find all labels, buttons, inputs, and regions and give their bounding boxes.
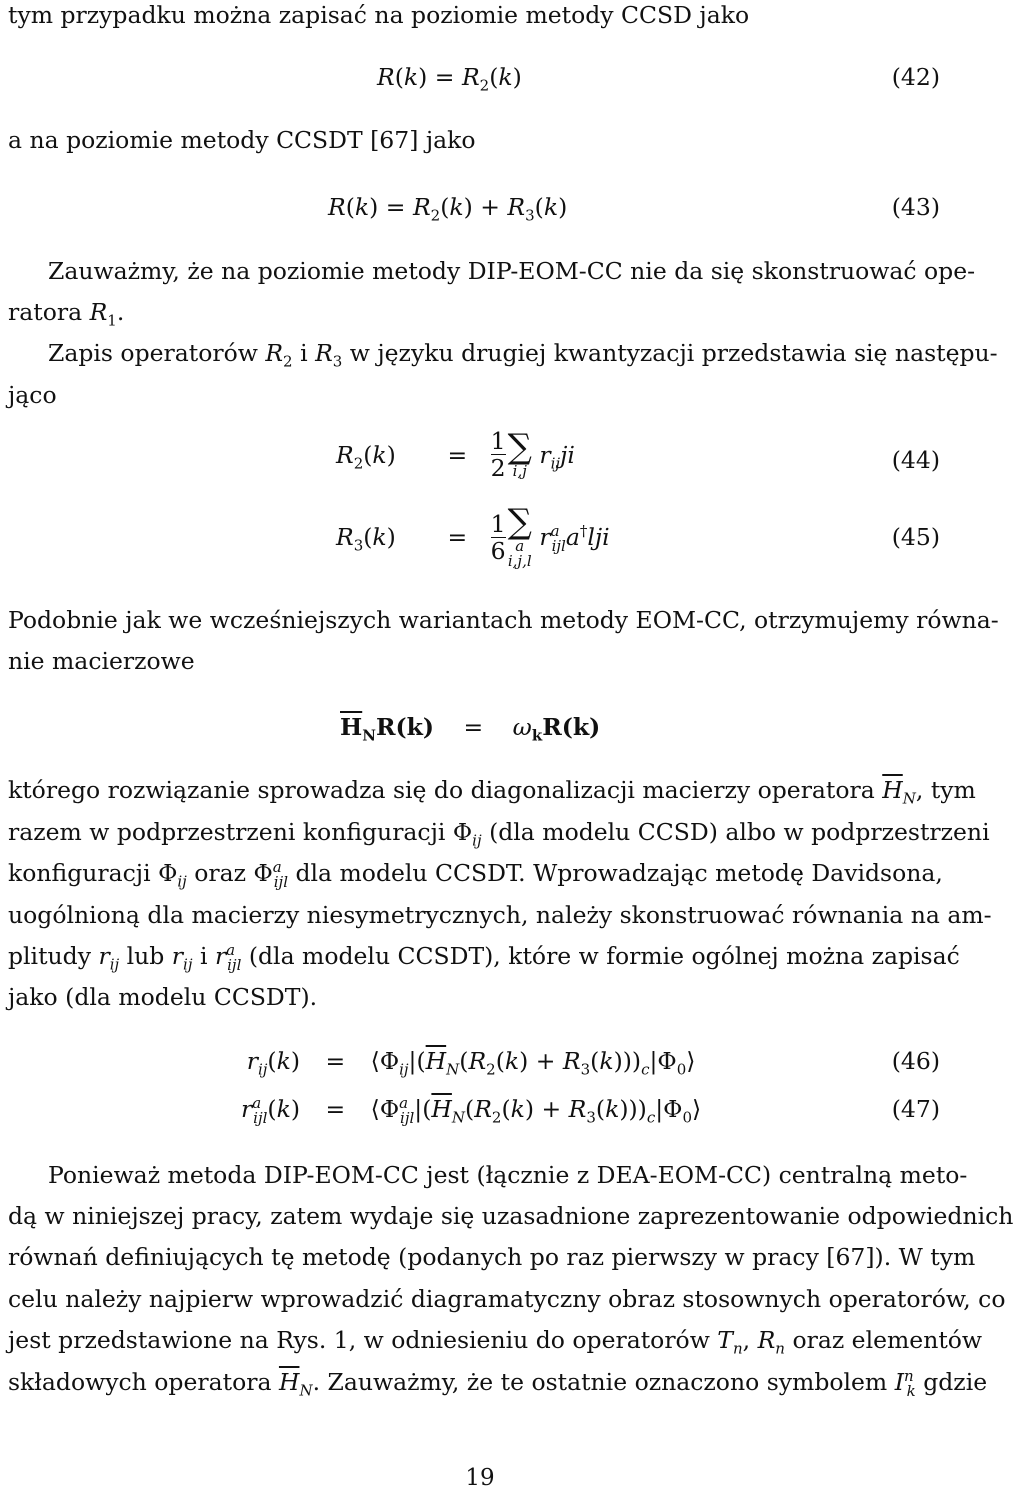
equation-43: $R(k) = R_2(k) + R_3(k)$ bbox=[328, 193, 568, 225]
text-line-6: jąco bbox=[8, 381, 57, 409]
equation-47: $r^a_{ijl}(k)$ = $⟨\Phi^a_{ijl}|(\overline{H}_N(R_2(k)$ + $R_3(k)))_c|\Phi_0⟩$ bbox=[240, 1094, 702, 1127]
text-line-4: ratora $R_1$. bbox=[8, 298, 125, 330]
text-line-19-a: jest przedstawione na Rys. 1, w odniesieniu do operatorów bbox=[8, 1326, 718, 1354]
text-line-12: uogólnioną dla macierzy niesymetrycznych, należy skonstruować równania na am- bbox=[8, 901, 992, 929]
text-line-5-c: w języku drugiej kwantyzacji przedstawia się następu- bbox=[342, 339, 998, 367]
text-line-11-b: oraz bbox=[186, 859, 254, 887]
text-line-19: jest przedstawione na Rys. 1, w odniesieniu do operatorów $T_n$, $R_n$ oraz elementów bbox=[8, 1326, 983, 1358]
text-line-9-b: , tym bbox=[915, 776, 976, 804]
text-line-9-a: którego rozwiązanie sprowadza się do diagonalizacji macierzy operatora bbox=[8, 776, 883, 804]
text-line-5-a: Zapis operatorów bbox=[48, 339, 266, 367]
text-line-1: tym przypadku można zapisać na poziomie metody CCSD jako bbox=[8, 1, 750, 29]
text-line-7: Podobnie jak we wcześniejszych wariantach metody EOM-CC, otrzymujemy równa- bbox=[8, 606, 999, 634]
text-line-20-b: . Zauważmy, że te ostatnie oznaczono symbolem bbox=[312, 1368, 895, 1396]
equation-number-46: (46) bbox=[891, 1047, 940, 1075]
text-line-19-b: , bbox=[742, 1326, 758, 1354]
equation-number-45: (45) bbox=[891, 523, 940, 551]
text-line-2: a na poziomie metody CCSDT [67] jako bbox=[8, 126, 476, 154]
text-line-20-a: składowych operatora bbox=[8, 1368, 279, 1396]
text-line-3: Zauważmy, że na poziomie metody DIP-EOM-CC nie da się skonstruować ope- bbox=[48, 257, 976, 285]
equation-46: $r_{ij}(k)$ = $⟨\Phi_{ij}|(\overline{H}_N(R_2(k)$ + $R_3(k)))_c|\Phi_0⟩$ bbox=[246, 1047, 696, 1079]
matrix-equation: $\overline{H}_NR(k) = \omega_kR(k)$ bbox=[340, 713, 601, 745]
equation-45: $R_3(k)$ = $\frac{1}{6}$ ∑ a i,j,l $r^a_{ijl}a^\dagger lji$ bbox=[336, 502, 610, 570]
equation-42: $R(k) = R_2(k)$ bbox=[377, 63, 522, 95]
equation-number-47: (47) bbox=[891, 1095, 940, 1123]
text-line-16: dą w niniejszej pracy, zatem wydaje się uzasadnione zaprezentowanie odpowiednich bbox=[8, 1202, 1013, 1230]
text-line-13-c: i bbox=[192, 942, 215, 970]
text-line-10-b: (dla modelu CCSD) albo w podprzestrzeni bbox=[481, 818, 990, 846]
text-line-18: celu należy najpierw wprowadzić diagramatyczny obraz stosownych operatorów, co bbox=[8, 1285, 1006, 1313]
text-line-10-a: razem w podprzestrzeni konfiguracji bbox=[8, 818, 453, 846]
text-line-14: jako (dla modelu CCSDT). bbox=[8, 983, 318, 1011]
text-line-13: plitudy $r_{ij}$ lub $r_{ij}$ i $r^a_{ijl}$ (dla modelu CCSDT), które w formie ogólnej można zapisać bbox=[8, 941, 960, 974]
equation-number-44: (44) bbox=[891, 446, 940, 474]
text-line-13-a: plitudy bbox=[8, 942, 99, 970]
text-line-11-c: dla modelu CCSDT. Wprowadzając metodę Davidsona, bbox=[288, 859, 943, 887]
text-line-19-c: oraz elementów bbox=[784, 1326, 983, 1354]
text-line-11-a: konfiguracji bbox=[8, 859, 159, 887]
text-line-8: nie macierzowe bbox=[8, 647, 195, 675]
text-line-13-b: lub bbox=[119, 942, 172, 970]
text-line-20-c: gdzie bbox=[915, 1368, 988, 1396]
text-line-10: razem w podprzestrzeni konfiguracji $\Phi_{ij}$ (dla modelu CCSD) albo w podprzestrzeni bbox=[8, 818, 990, 850]
text-line-9: którego rozwiązanie sprowadza się do diagonalizacji macierzy operatora $\overline{H}_N$, tym bbox=[8, 776, 976, 808]
text-line-5-b: i bbox=[292, 339, 316, 367]
text-line-13-d: (dla modelu CCSDT), które w formie ogólnej można zapisać bbox=[241, 942, 960, 970]
equation-44: $R_2(k)$ = $\frac{1}{2}$ ∑ i,j $r_{ij}ji$ bbox=[336, 427, 575, 482]
equation-number-43: (43) bbox=[891, 193, 940, 221]
text-line-20: składowych operatora $\overline{H}_N$. Zauważmy, że te ostatnie oznaczono symbolem $I^n_k$ gdzie bbox=[8, 1367, 988, 1400]
text-line-4-a: ratora bbox=[8, 298, 90, 326]
text-line-17: równań definiujących tę metodę (podanych po raz pierwszy w pracy [67]). W tym bbox=[8, 1243, 976, 1271]
text-line-5: Zapis operatorów $R_2$ i $R_3$ w języku drugiej kwantyzacji przedstawia się następu- bbox=[48, 339, 998, 371]
text-line-15: Ponieważ metoda DIP-EOM-CC jest (łącznie z DEA-EOM-CC) centralną meto- bbox=[48, 1161, 968, 1189]
equation-number-42: (42) bbox=[891, 63, 940, 91]
text-line-11: konfiguracji $\Phi_{ij}$ oraz $\Phi^a_{ijl}$ dla modelu CCSDT. Wprowadzając metodę Davidsona, bbox=[8, 858, 943, 891]
page-number: 19 bbox=[465, 1465, 495, 1491]
